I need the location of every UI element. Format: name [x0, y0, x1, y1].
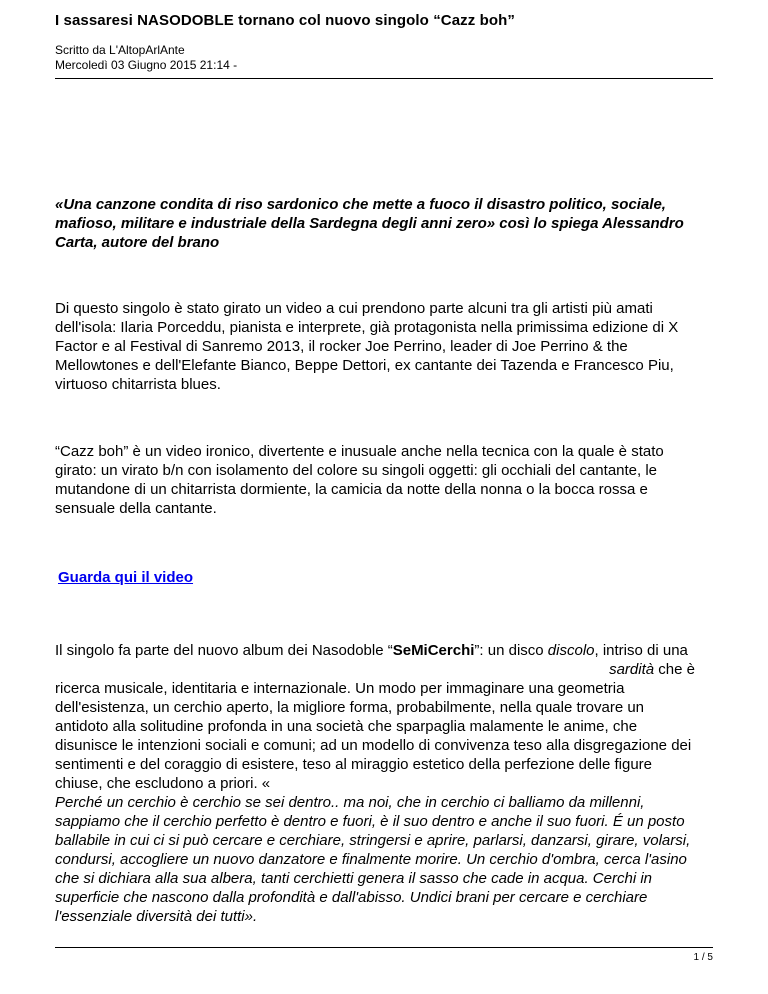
- video-cast-paragraph: [55, 299, 715, 394]
- document-page: [55, 0, 713, 994]
- quote-line: superficie che nascono dalla profondità e dall'abisso. Undici brani per cercare e cerchiare: [55, 889, 648, 906]
- paragraph-line: Mellowtones e dell'Elefante Bianco, Beppe Dettori, ex cantante dei Tazenda e Francesco Piu,: [55, 357, 674, 374]
- emphasis-discolo: discolo: [547, 642, 595, 659]
- album-paragraph: [55, 641, 715, 926]
- quote-line: sappiamo che il cerchio perfetto è dentro e fuori, è il suo dentro e anche il suo fuori. É un posto: [55, 813, 685, 830]
- emphasis-sardita: sardità: [609, 661, 655, 678]
- paragraph-line: dell'esistenza, un cerchio aperto, la migliore forma, probabilmente, nella quale trovare un: [55, 699, 645, 716]
- paragraph-line: Di questo singolo è stato girato un video a cui prendono parte alcuni tra gli artisti più amati: [55, 300, 653, 317]
- header-divider: [55, 78, 713, 79]
- quote-line: ballabile in cui ci si può cercare e cerchiare, stringersi e aprire, parlarsi, danzarsi, girare, volarsi,: [55, 832, 691, 849]
- paragraph-line: dell'isola: Ilaria Porceddu, pianista e interprete, già protagonista nella primissima edizione di X: [55, 319, 679, 336]
- video-description-paragraph: [55, 442, 715, 518]
- article-date: Mercoledì 03 Giugno 2015 21:14 -: [55, 58, 238, 72]
- paragraph-line: disunisce le intenzioni sociali e comuni; ad un modello di convivenza teso alla disgregazione dei: [55, 737, 692, 754]
- paragraph-line: sentimenti e del coraggio di esistere, teso al miraggio estetico della perfezione delle figure: [55, 756, 653, 773]
- text-run: ”: un disco: [474, 642, 548, 659]
- text-run: Il singolo fa parte del nuovo album dei Nasodoble “: [55, 642, 393, 659]
- paragraph-line: mutandone di un chitarrista dormiente, la camicia da notte della nonna o la bocca rossa e: [55, 481, 648, 498]
- footer-divider: [55, 947, 713, 948]
- lead-line: «Una canzone condita di riso sardonico che mette a fuoco il disastro politico, sociale,: [55, 196, 666, 213]
- paragraph-line: Factor e al Festival di Sanremo 2013, il rocker Joe Perrino, leader di Joe Perrino & the: [55, 338, 628, 355]
- paragraph-line: sensuale della cantante.: [55, 500, 217, 517]
- article-author: Scritto da L'AltopArlAnte: [55, 43, 185, 57]
- lead-paragraph: [55, 195, 715, 252]
- quote-line: l'essenziale diversità dei tutti».: [55, 908, 258, 925]
- paragraph-line: virtuoso chitarrista blues.: [55, 376, 221, 393]
- quote-line: che si dichiara alla sua albera, tanti cerchietti genera il sasso che cade in acqua. Cerchi in: [55, 870, 652, 887]
- article-title: I sassaresi NASODOBLE tornano col nuovo singolo “Cazz boh”: [55, 12, 516, 29]
- lead-line: Carta, autore del brano: [55, 234, 220, 251]
- lead-line: mafioso, militare e industriale della Sardegna degli anni zero» così lo spiega Alessandro: [55, 215, 684, 232]
- paragraph-line: ricerca musicale, identitaria e internazionale. Un modo per immaginare una geometria: [55, 680, 625, 697]
- paragraph-line: antidoto alla solitudine profonda in una società che sparpaglia malamente le anime, che: [55, 718, 638, 735]
- paragraph-line: girato: un virato b/n con isolamento del colore su singoli oggetti: gli occhiali del cantante, le: [55, 462, 658, 479]
- text-run: che è: [654, 661, 695, 678]
- paragraph-line: “Cazz boh” è un video ironico, divertente e inusuale anche nella tecnica con la quale è stato: [55, 443, 664, 460]
- page-number: 1 / 5: [693, 952, 713, 963]
- text-run: , intriso di una: [594, 642, 688, 659]
- quote-line: Perché un cerchio è cerchio se sei dentro.. ma noi, che in cerchio ci balliamo da millenni,: [55, 794, 645, 811]
- paragraph-line: [55, 660, 715, 679]
- watch-video-link[interactable]: Guarda qui il video: [58, 569, 194, 586]
- paragraph-line: [55, 641, 715, 660]
- album-title: SeMiCerchi: [392, 642, 475, 659]
- quote-line: condursi, accogliere un nuovo danzatore e finalmente morire. Un cerchio d'ombra, cerca l'asino: [55, 851, 687, 868]
- paragraph-line: chiuse, che escludono a priori. «: [55, 775, 271, 792]
